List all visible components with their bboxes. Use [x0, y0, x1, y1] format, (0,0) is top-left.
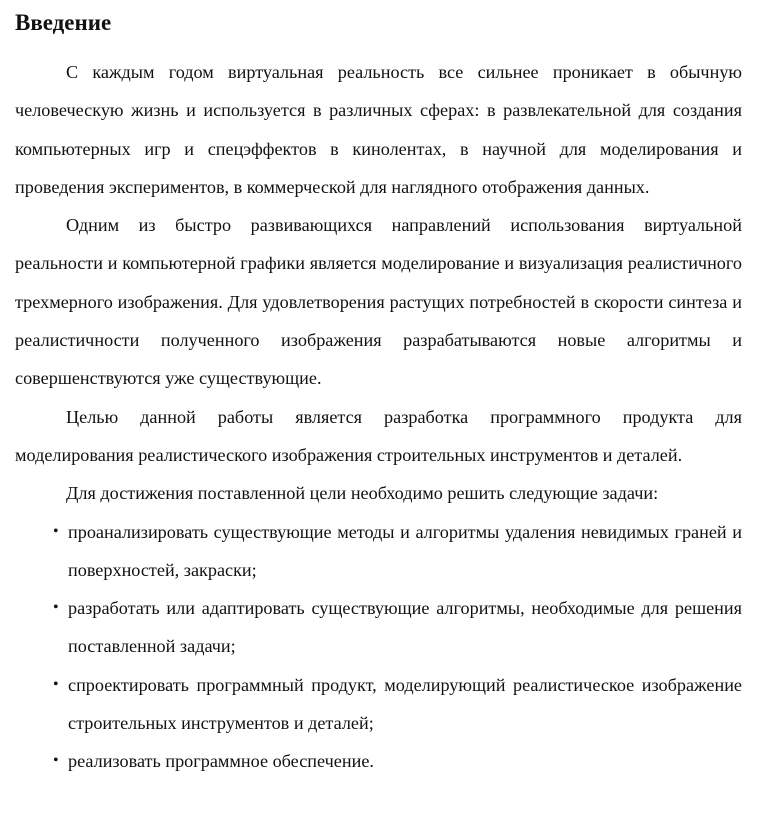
task-list [15, 513, 742, 781]
paragraph-goal: Целью данной работы является разработка программного продукта для моделирования реалистического изображения строительных инструментов и деталей. [15, 406, 742, 465]
task-item [15, 589, 742, 666]
bullet-icon: • [53, 522, 59, 540]
paragraph-directions: Одним из быстро развивающихся направлений использования виртуальной реальности и компьютерной графики является моделирование и визуализация реалистичного трехмерного изображения. Для удовлетворения растущих потребностей в скорости синтеза и реалистичности полученного изображения разрабатываются новые алгоритмы и совершенствуются уже существующие. [15, 215, 742, 389]
bullet-icon: • [53, 675, 59, 693]
bullet-icon: • [53, 599, 59, 617]
body-text [15, 53, 742, 781]
bullet-icon: • [53, 752, 59, 770]
task-item [15, 666, 742, 743]
paragraph-tasks-intro: Для достижения поставленной цели необходимо решить следующие задачи: [66, 483, 659, 504]
task-text: спроектировать программный продукт, моделирующий реалистическое изображение строительных инструментов и деталей; [68, 674, 742, 734]
task-text: проанализировать существующие методы и алгоритмы удаления невидимых граней и поверхностей, закраски; [68, 521, 742, 580]
task-item [15, 742, 742, 780]
task-item [15, 513, 742, 590]
task-text: разработать или адаптировать существующие алгоритмы, необходимые для решения поставленной задачи; [68, 598, 742, 657]
paragraph-intro: С каждым годом виртуальная реальность все сильнее проникает в обычную человеческую жизнь и используется в различных сферах: в развлекательной для создания компьютерных игр и спецэффектов в кинолентах, в научной для моделирования и проведения экспериментов, в коммерческой для наглядного отображения данных. [15, 62, 742, 197]
task-text: реализовать программное обеспечение. [68, 751, 374, 772]
section-heading: Введение [15, 10, 112, 35]
